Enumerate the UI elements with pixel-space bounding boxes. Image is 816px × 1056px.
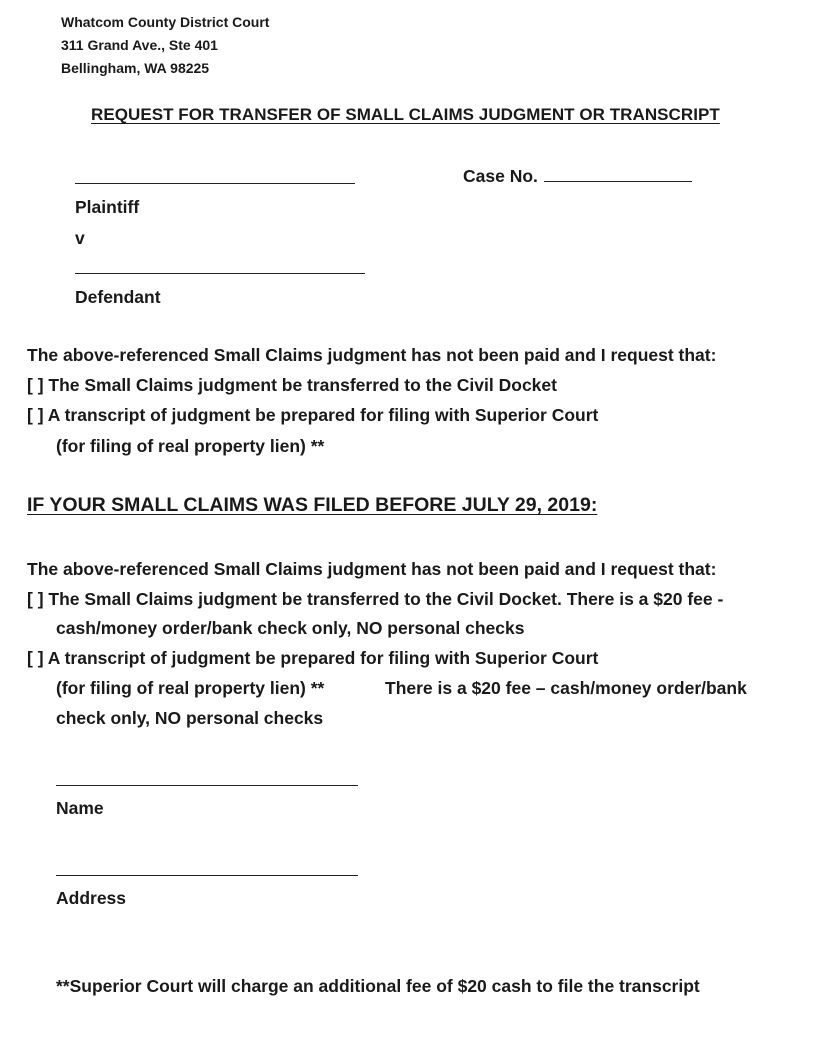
- case-number-field[interactable]: [463, 164, 692, 187]
- section1-option-transfer[interactable]: [ ] The Small Claims judgment be transferred to the Civil Docket: [27, 375, 557, 395]
- court-city: Bellingham, WA 98225: [61, 60, 210, 76]
- section1-intro: The above-referenced Small Claims judgment has not been paid and I request that:: [27, 345, 717, 365]
- address-label: Address: [56, 888, 127, 908]
- name-signature-line[interactable]: [56, 785, 358, 786]
- section2-heading: IF YOUR SMALL CLAIMS WAS FILED BEFORE JULY 29, 2019:: [27, 494, 598, 516]
- section1-option-transcript[interactable]: [ ] A transcript of judgment be prepared for filing with Superior Court: [27, 405, 599, 425]
- section1-option-transcript-note: (for filing of real property lien) **: [56, 436, 325, 456]
- defendant-label: Defendant: [75, 287, 161, 307]
- plaintiff-signature-line[interactable]: [75, 183, 355, 184]
- section2-option-transcript[interactable]: [ ] A transcript of judgment be prepared for filing with Superior Court: [27, 648, 599, 668]
- section2-option-transfer[interactable]: [ ] The Small Claims judgment be transferred to the Civil Docket. There is a $20 fee -: [27, 589, 724, 609]
- versus-label: v: [75, 228, 85, 248]
- court-street: 311 Grand Ave., Ste 401: [61, 37, 218, 53]
- section2-option-transcript-fee-cont: check only, NO personal checks: [56, 708, 324, 728]
- section2-option-transfer-fee: cash/money order/bank check only, NO personal checks: [56, 618, 525, 638]
- section2-option-transcript-fee: There is a $20 fee – cash/money order/bank: [385, 678, 747, 698]
- case-number-label: Case No.: [463, 166, 538, 186]
- address-signature-line[interactable]: [56, 875, 358, 876]
- plaintiff-label: Plaintiff: [75, 197, 140, 217]
- name-label: Name: [56, 798, 104, 818]
- document-title: REQUEST FOR TRANSFER OF SMALL CLAIMS JUDGMENT OR TRANSCRIPT: [91, 105, 720, 124]
- section2-intro: The above-referenced Small Claims judgment has not been paid and I request that:: [27, 559, 717, 579]
- case-number-line[interactable]: [544, 164, 692, 182]
- footnote: **Superior Court will charge an additional fee of $20 cash to file the transcript: [56, 976, 700, 996]
- defendant-signature-line[interactable]: [75, 273, 365, 274]
- section2-option-transcript-note: (for filing of real property lien) **: [56, 678, 325, 698]
- court-name: Whatcom County District Court: [61, 14, 270, 30]
